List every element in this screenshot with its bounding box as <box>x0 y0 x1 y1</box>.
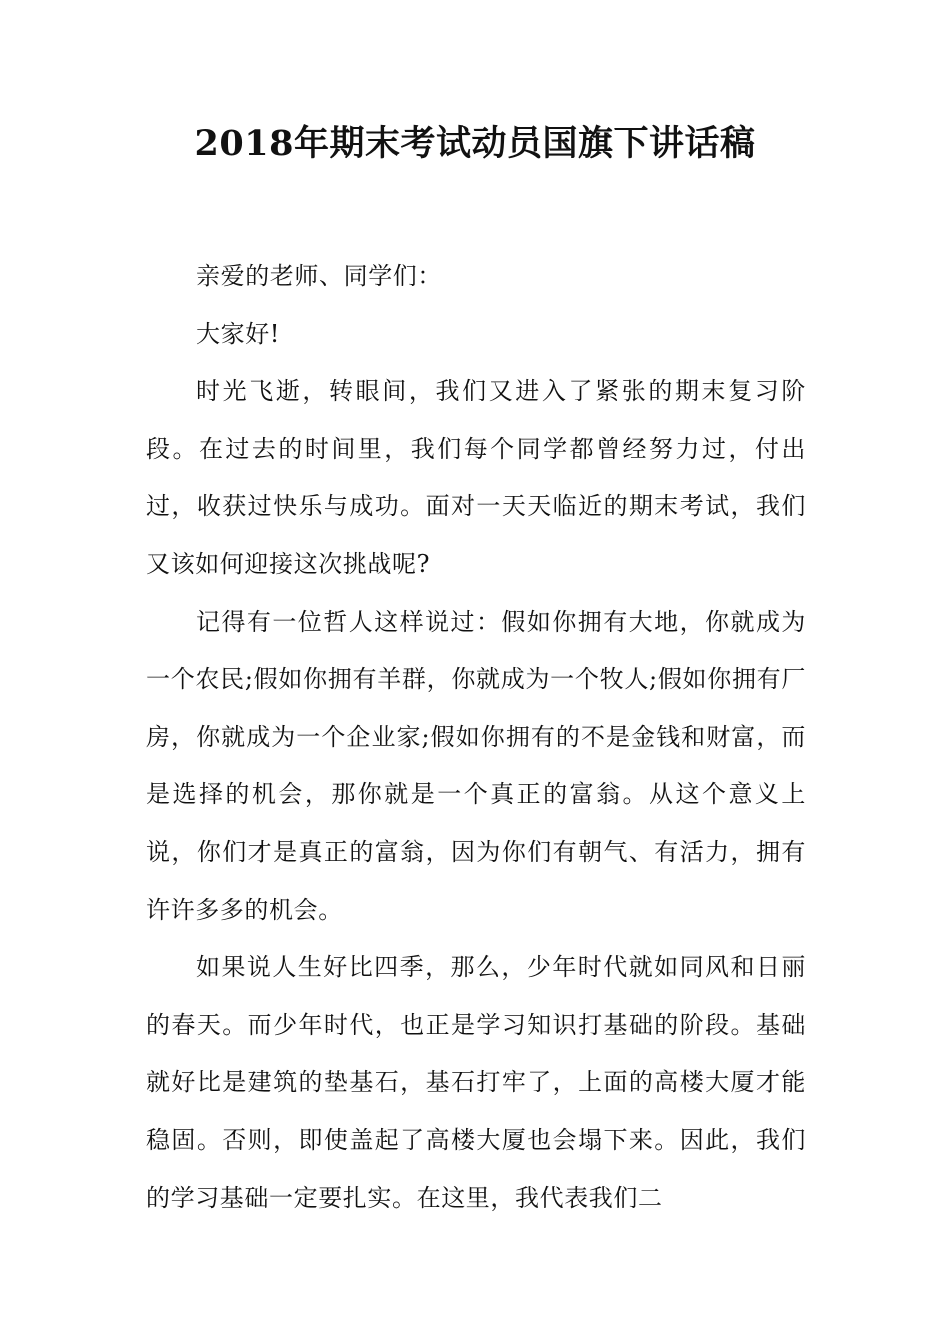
document-body <box>146 248 806 1227</box>
paragraph-hello: 大家好! <box>196 319 281 348</box>
paragraph-2: 记得有一位哲人这样说过：假如你拥有大地，你就成为一个农民;假如你拥有羊群，你就成为一个牧人;假如你拥有厂房，你就成为一个企业家;假如你拥有的不是金钱和财富，而是选择的机会，那你就是一个真正的富翁。从这个意义上说，你们才是真正的富翁，因为你们有朝气、有活力，拥有许许多多的机会。 <box>146 607 806 924</box>
paragraph-1: 时光飞逝，转眼间，我们又进入了紧张的期末复习阶段。在过去的时间里，我们每个同学都曾经努力过，付出过，收获过快乐与成功。面对一天天临近的期末考试，我们又该如何迎接这次挑战呢? <box>146 377 806 578</box>
document-title: 2018年期末考试动员国旗下讲话稿 <box>194 123 756 164</box>
paragraph-greeting: 亲爱的老师、同学们： <box>196 262 442 290</box>
paragraph-3: 如果说人生好比四季，那么，少年时代就如同风和日丽的春天。而少年时代，也正是学习知识打基础的阶段。基础就好比是建筑的垫基石，基石打牢了，上面的高楼大厦才能稳固。否则，即使盖起了高楼大厦也会塌下来。因此，我们的学习基础一定要扎实。在这里，我代表我们二 <box>146 953 806 1212</box>
